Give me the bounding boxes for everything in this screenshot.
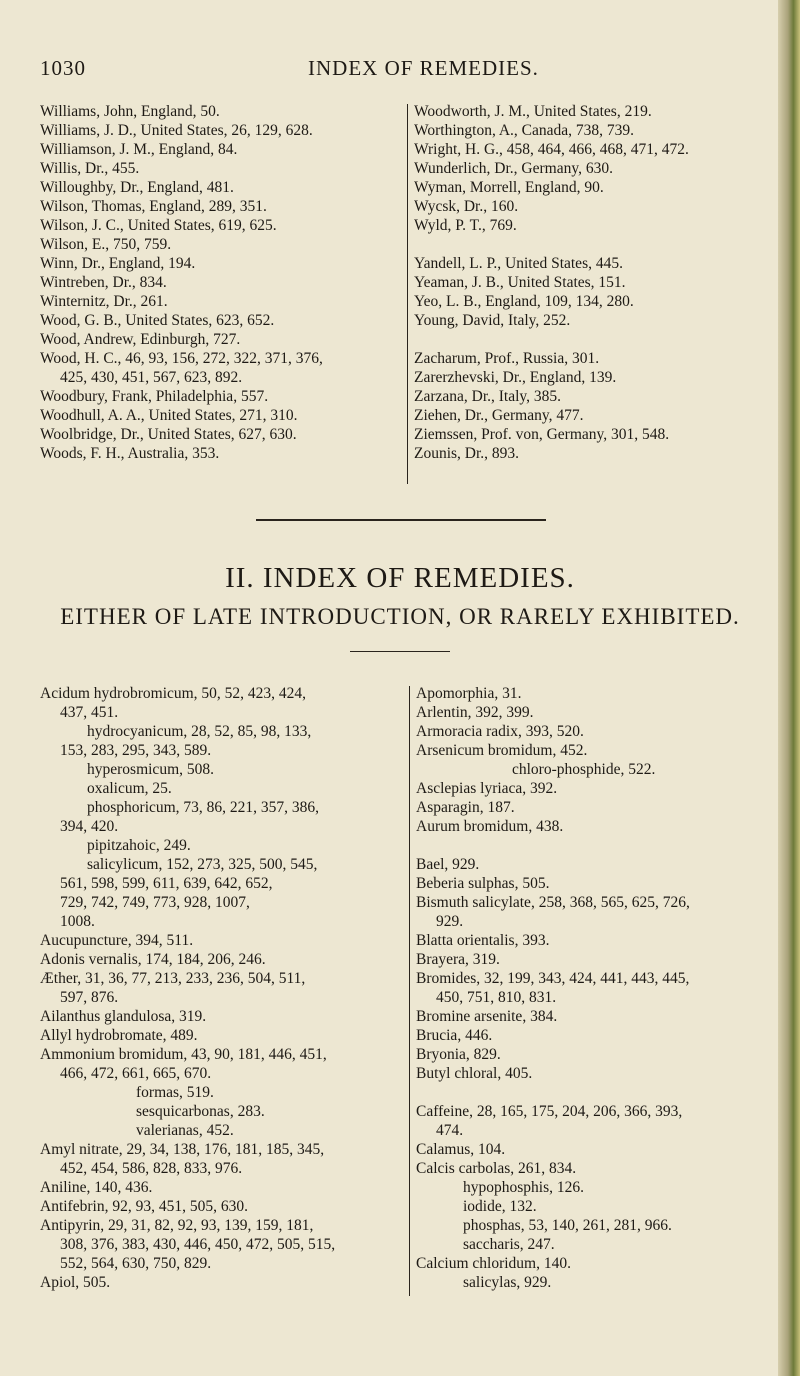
remedies-column-right (416, 684, 690, 1292)
index-entry: Acidum hydrobromicum, 50, 52, 423, 424, (40, 685, 307, 702)
index-subentry: sesquicarbonas, 283. (136, 1103, 265, 1120)
section-subtitle: EITHER OF LATE INTRODUCTION, OR RARELY EXHIBITED. (60, 604, 740, 629)
index-entry: Wood, Andrew, Edinburgh, 727. (40, 331, 241, 348)
index-entry: Wood, H. C., 46, 93, 156, 272, 322, 371, 376, (40, 350, 323, 367)
index-entry: Worthington, A., Canada, 738, 739. (414, 122, 635, 139)
index-entry: Wyman, Morrell, England, 90. (414, 179, 604, 196)
remedies-column-left (40, 684, 335, 1292)
index-entry: Wycsk, Dr., 160. (414, 198, 519, 215)
index-entry-continued: 552, 564, 630, 750, 829. (60, 1255, 212, 1272)
index-entry-continued: 153, 283, 295, 343, 589. (60, 742, 212, 759)
index-subentry: iodide, 132. (463, 1198, 537, 1215)
index-entry: Aurum bromidum, 438. (416, 818, 564, 835)
index-entry: Calcis carbolas, 261, 834. (416, 1160, 577, 1177)
index-entry-continued: 308, 376, 383, 430, 446, 450, 472, 505, 515, (60, 1236, 336, 1253)
index-entry: Asparagin, 187. (416, 799, 515, 816)
column-divider (409, 686, 410, 1296)
index-subentry: pipitzahoic, 249. (87, 837, 191, 854)
index-entry: Wilson, J. C., United States, 619, 625. (40, 217, 277, 234)
index-subentry: hypophosphis, 126. (463, 1179, 584, 1196)
index-entry: Ziemssen, Prof. von, Germany, 301, 548. (414, 426, 670, 443)
index-entry: Blatta orientalis, 393. (416, 932, 550, 949)
index-subentry: saccharis, 247. (463, 1236, 555, 1253)
index-entry: Yandell, L. P., United States, 445. (414, 255, 623, 272)
index-entry: Yeo, L. B., England, 109, 134, 280. (414, 293, 634, 310)
index-entry: Wilson, E., 750, 759. (40, 236, 172, 253)
index-entry: Woodbury, Frank, Philadelphia, 557. (40, 388, 269, 405)
index-subentry: phosphas, 53, 140, 261, 281, 966. (463, 1217, 672, 1234)
index-entry-continued: 437, 451. (60, 704, 119, 721)
index-subentry: formas, 519. (136, 1084, 214, 1101)
index-entry: Aucupuncture, 394, 511. (40, 932, 194, 949)
index-entry: Adonis vernalis, 174, 184, 206, 246. (40, 951, 266, 968)
index-subentry: hydrocyanicum, 28, 52, 85, 98, 133, (87, 723, 312, 740)
index-entry: Butyl chloral, 405. (416, 1065, 533, 1082)
index-entry: Calamus, 104. (416, 1141, 506, 1158)
index-entry: Zarerzhevski, Dr., England, 139. (414, 369, 617, 386)
index-subentry: valerianas, 452. (136, 1122, 234, 1139)
index-subentry: salicylicum, 152, 273, 325, 500, 545, (87, 856, 318, 873)
index-entry: Aniline, 140, 436. (40, 1179, 153, 1196)
index-entry: Woodworth, J. M., United States, 219. (414, 103, 652, 120)
index-entry: Amyl nitrate, 29, 34, 138, 176, 181, 185, 345, (40, 1141, 325, 1158)
index-entry: Woods, F. H., Australia, 353. (40, 445, 220, 462)
index-entry: Williamson, J. M., England, 84. (40, 141, 238, 158)
index-entry: Calcium chloridum, 140. (416, 1255, 571, 1272)
index-entry-continued: 929. (436, 913, 464, 930)
index-entry-continued: 474. (436, 1122, 464, 1139)
page-edge (778, 0, 800, 1376)
letter-gap (416, 836, 690, 855)
index-entry: Antifebrin, 92, 93, 451, 505, 630. (40, 1198, 248, 1215)
section-divider-rule (256, 519, 546, 521)
index-entry-continued: 561, 598, 599, 611, 639, 642, 652, (60, 875, 273, 892)
index-entry: Ammonium bromidum, 43, 90, 181, 446, 451, (40, 1046, 327, 1063)
index-entry-continued: 425, 430, 451, 567, 623, 892. (60, 369, 243, 386)
index-subentry: chloro-phosphide, 522. (512, 761, 656, 778)
running-title: INDEX OF REMEDIES. (308, 56, 539, 80)
index-entry: Beberia sulphas, 505. (416, 875, 550, 892)
index-entry-continued: 394, 420. (60, 818, 119, 835)
index-entry: Wood, G. B., United States, 623, 652. (40, 312, 275, 329)
index-entry-continued: 450, 751, 810, 831. (436, 989, 557, 1006)
subtitle-rule (350, 651, 450, 652)
section-title: II. INDEX OF REMEDIES. (225, 562, 575, 594)
index-entry: Bromine arsenite, 384. (416, 1008, 558, 1025)
index-subentry: salicylas, 929. (463, 1274, 552, 1291)
index-entry: Allyl hydrobromate, 489. (40, 1027, 198, 1044)
letter-gap (416, 1083, 690, 1102)
index-entry: Brayera, 319. (416, 951, 500, 968)
index-entry: Winn, Dr., England, 194. (40, 255, 196, 272)
page-header (40, 56, 760, 96)
index-subentry: phosphoricum, 73, 86, 221, 357, 386, (87, 799, 320, 816)
names-column-right (414, 102, 689, 463)
index-entry: Caffeine, 28, 165, 175, 204, 206, 366, 393, (416, 1103, 683, 1120)
index-entry: Wyld, P. T., 769. (414, 217, 517, 234)
index-entry: Armoracia radix, 393, 520. (416, 723, 584, 740)
index-entry-continued: 466, 472, 661, 665, 670. (60, 1065, 212, 1082)
index-entry: Willoughby, Dr., England, 481. (40, 179, 234, 196)
index-entry: Willis, Dr., 455. (40, 160, 140, 177)
index-entry: Arlentin, 392, 399. (416, 704, 534, 721)
index-entry: Ailanthus glandulosa, 319. (40, 1008, 207, 1025)
letter-gap (414, 330, 689, 349)
index-entry: Wintreben, Dr., 834. (40, 274, 167, 291)
index-entry: Wright, H. G., 458, 464, 466, 468, 471, 472. (414, 141, 689, 158)
index-entry: Zacharum, Prof., Russia, 301. (414, 350, 600, 367)
index-entry-continued: 597, 876. (60, 989, 119, 1006)
index-entry: Brucia, 446. (416, 1027, 493, 1044)
index-entry: Bryonia, 829. (416, 1046, 501, 1063)
index-entry: Ziehen, Dr., Germany, 477. (414, 407, 584, 424)
index-entry: Winternitz, Dr., 261. (40, 293, 168, 310)
index-entry: Asclepias lyriaca, 392. (416, 780, 558, 797)
index-entry: Apiol, 505. (40, 1274, 111, 1291)
index-entry: Arsenicum bromidum, 452. (416, 742, 588, 759)
index-entry: Woolbridge, Dr., United States, 627, 630. (40, 426, 297, 443)
index-entry-continued: 729, 742, 749, 773, 928, 1007, (60, 894, 250, 911)
names-column-left (40, 102, 323, 463)
index-entry: Williams, J. D., United States, 26, 129, 628. (40, 122, 313, 139)
index-entry: Antipyrin, 29, 31, 82, 92, 93, 139, 159, 181, (40, 1217, 314, 1234)
page-number: 1030 (40, 56, 86, 80)
index-entry: Bael, 929. (416, 856, 480, 873)
index-subentry: hyperosmicum, 508. (87, 761, 214, 778)
index-entry-continued: 1008. (60, 913, 95, 930)
index-entry: Young, David, Italy, 252. (414, 312, 571, 329)
index-entry: Bismuth salicylate, 258, 368, 565, 625, 726, (416, 894, 690, 911)
index-entry: Yeaman, J. B., United States, 151. (414, 274, 626, 291)
index-entry: Zounis, Dr., 893. (414, 445, 520, 462)
index-entry-continued: 452, 454, 586, 828, 833, 976. (60, 1160, 243, 1177)
index-entry: Wilson, Thomas, England, 289, 351. (40, 198, 267, 215)
index-entry: Æther, 31, 36, 77, 213, 233, 236, 504, 511, (40, 970, 306, 987)
letter-gap (414, 235, 689, 254)
index-subentry: oxalicum, 25. (87, 780, 172, 797)
index-entry: Woodhull, A. A., United States, 271, 310. (40, 407, 298, 424)
index-entry: Apomorphia, 31. (416, 685, 522, 702)
index-entry: Zarzana, Dr., Italy, 385. (414, 388, 562, 405)
index-entry: Bromides, 32, 199, 343, 424, 441, 443, 445, (416, 970, 690, 987)
column-divider (407, 104, 408, 484)
index-entry: Wunderlich, Dr., Germany, 630. (414, 160, 613, 177)
index-entry: Williams, John, England, 50. (40, 103, 220, 120)
